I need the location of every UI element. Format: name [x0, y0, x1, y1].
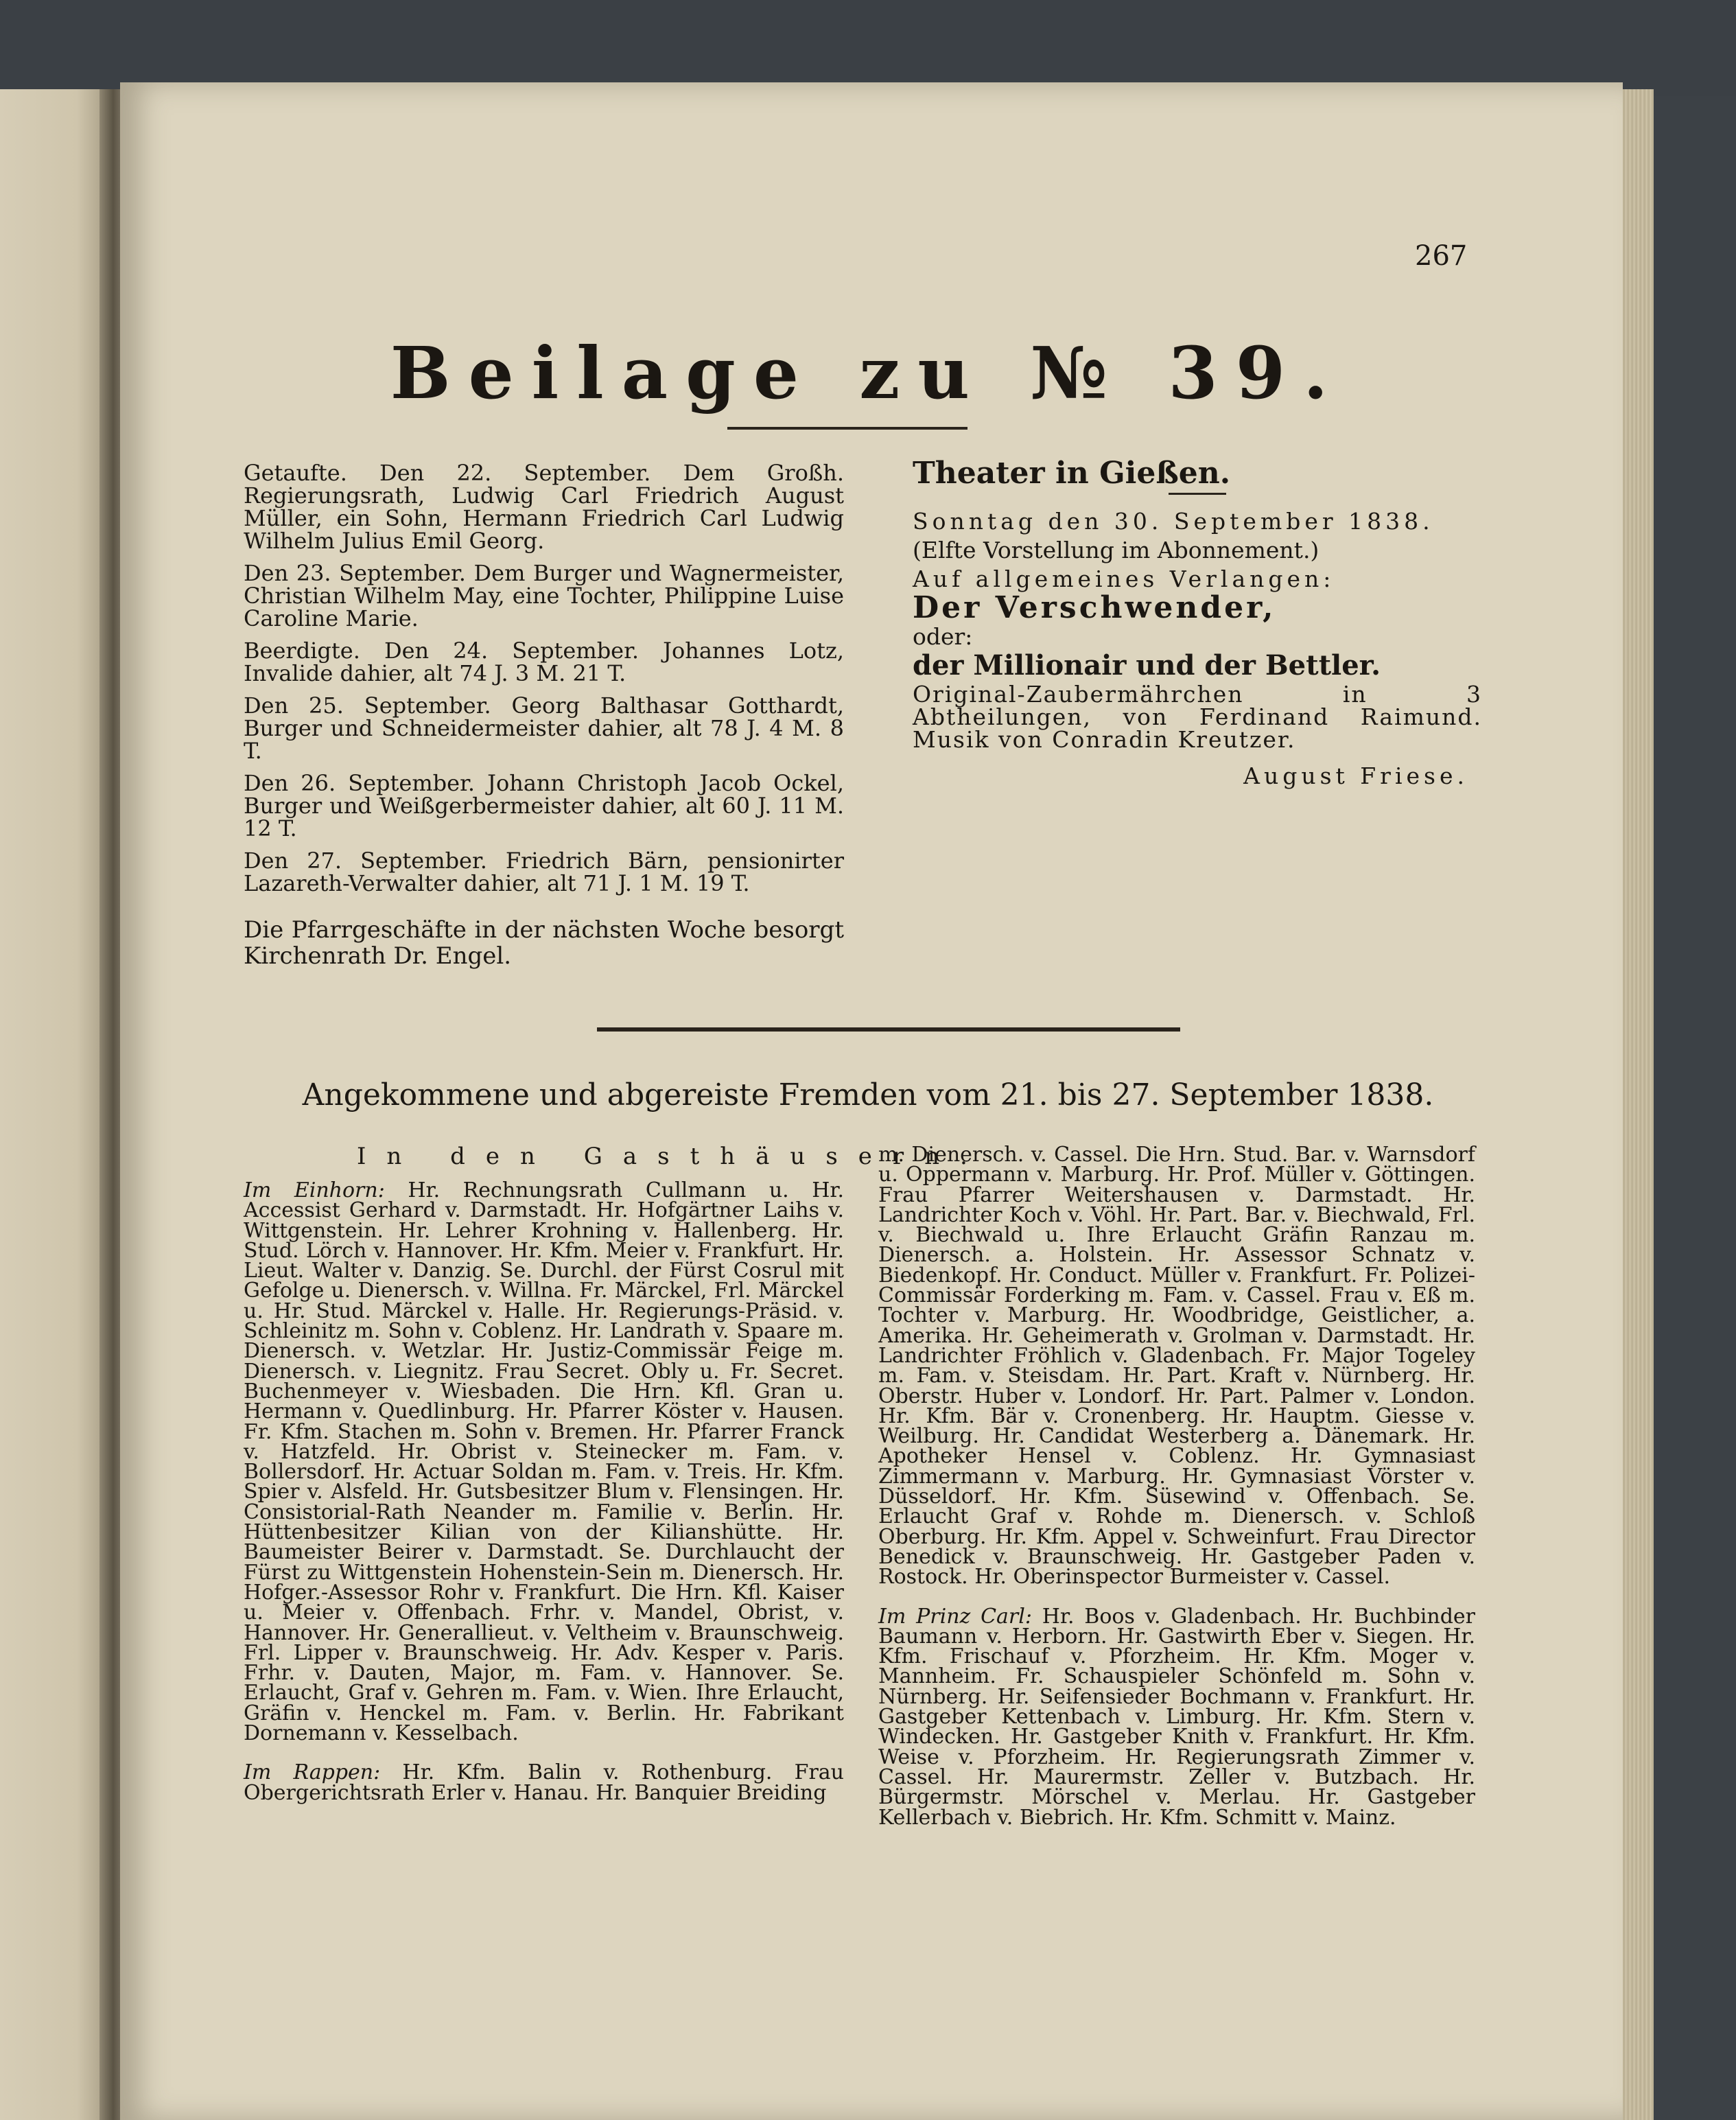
record-paragraph: Den 27. September. Friedrich Bärn, pensionirter Lazareth-Verwalter dahier, alt 71 J. 1 M. 19 T. — [244, 848, 844, 896]
record-paragraph: Beerdigte. Den 24. September. Johannes Lotz, Invalide dahier, alt 74 J. 3 M. 21 T. — [244, 638, 844, 686]
theater-date: Sonntag den 30. September 1838. — [913, 508, 1434, 535]
inns-heading: In den Gasthäusern. — [357, 1143, 988, 1170]
play-title: Der Verschwender, — [913, 590, 1276, 625]
record-paragraph: Den 23. September. Dem Burger und Wagnermeister, Christian Wilhelm May, eine Tochter, Philippine Luise Caroline Marie. — [244, 560, 844, 631]
page-title: Beilage zu № 39. — [390, 331, 1346, 415]
inn-guests: Hr. Kfm. Balin v. Rothenburg. Frau Obergerichtsrath Erler v. Hanau. Hr. Banquier Breiding — [244, 1760, 844, 1805]
inn-name: Im Prinz Carl: — [878, 1604, 1032, 1629]
inn-guests: Hr. Rechnungsrath Cullmann u. Hr. Accessist Gerhard v. Darmstadt. Hr. Hofgärtner Laihs v. Wittgenstein. Hr. Lehrer Krohning v. Hallenberg. Hr. Stud. Lörch v. Hannover. Hr. Kfm. Meier v. Frankfurt. Hr. Lieut. Walter v. Danzig. Se. Durchl. der Fürst Cosrul mit Gefolge u. Dienersch. v. Willna. Fr. Märckel, Frl. Märckel u. Hr. Stud. Märckel v. Halle. Hr. Regierungs-Präsid. v. Schleinitz m. Sohn v. Coblenz. Hr. Landrath v. Spaare m. Dienersch. v. Wetzlar. Hr. Justiz-Commissär Feige m. Dienersch. v. Liegnitz. Frau Secret. Obly u. Fr. Secret. Buchenmeyer v. Wiesbaden. Die Hrn. Kfl. Gran u. Hermann v. Quedlinburg. Hr. Pfarrer Köster v. Hausen. Fr. Kfm. Stachen m. Sohn v. Bremen. Hr. Pfarrer Franck v. Hatzfeld. Hr. Obrist v. Steinecker m. Fam. v. Bollersdorf. Hr. Actuar Soldan m. Fam. v. Treis. Hr. Kfm. Spier v. Alsfeld. Hr. Gutsbesitzer Blum v. Flensingen. Hr. Consistorial-Rath Neander m. Familie v. Berlin. Hr. Hüttenbesitzer Kilian von der Kilianshütte. Hr. Baumeister Beirer v. Darmstadt. Se. Durchlaucht der Fürst zu Wittgenstein Hohenstein-Sein m. Dienersch. Hr. Hofger.-Assessor Rohr v. Frankfurt. Die Hrn. Kfl. Kaiser u. Meier v. Offenbach. Frhr. v. Mandel, Obrist, v. Hannover. Hr. Generallieut. v. Veltheim v. Braunschweig. Frl. Lipper v. Braunschweig. Hr. Adv. Kesper v. Paris. Frhr. v. Dauten, Major, m. Fam. v. Hannover. Se. Erlaucht, Graf v. Gehren m. Fam. v. Wien. Ihre Erlaucht, Gräfin v. Henckel m. Fam. v. Berlin. Hr. Fabrikant Dornemann v. Kesselbach. — [244, 1178, 845, 1746]
record-paragraph: Getaufte. Den 22. September. Dem Großh. Regierungsrath, Ludwig Carl Friedrich August Müller, ein Sohn, Hermann Friedrich Carl Ludwig Wilhelm Julius Emil Georg. — [244, 460, 844, 554]
arrivals-left-column — [244, 1180, 844, 1803]
section-rule — [597, 1027, 1180, 1032]
inn-name: Im Rappen: — [244, 1760, 381, 1785]
inn-guests: m. Dienersch. v. Cassel. Die Hrn. Stud. Bar. v. Warnsdorf u. Oppermann v. Marburg. Hr. Prof. Müller v. Göttingen. Frau Pfarrer Weitershausen v. Darmstadt. Hr. Landrichter Koch v. Vöhl. Hr. Part. Bar. v. Biechwald, Frl. v. Biechwald u. Ihre Erlaucht Gräfin Ranzau m. Dienersch. a. Holstein. Hr. Assessor Schnatz v. Biedenkopf. Hr. Conduct. Müller v. Frankfurt. Fr. Polizei-Commissär Forderking m. Fam. v. Cassel. Frau v. Eß m. Tochter v. Marburg. Hr. Woodbridge, Geistlicher, a. Amerika. Hr. Geheimerath v. Grolman v. Darmstadt. Hr. Landrichter Fröhlich v. Gladenbach. Fr. Major Togeley m. Fam. v. Steisdam. Hr. Part. Kraft v. Nürnberg. Hr. Oberstr. Huber v. Londorf. Hr. Part. Palmer v. London. Hr. Kfm. Bär v. Cronenberg. Hr. Hauptm. Giesse v. Weilburg. Hr. Candidat Westerberg a. Dänemark. Hr. Apotheker Hensel v. Coblenz. Hr. Gymnasiast Zimmermann v. Marburg. Hr. Gymnasiast Vörster v. Düsseldorf. Hr. Kfm. Süsewind v. Offenbach. Se. Erlaucht Graf v. Rohde m. Dienersch. v. Schloß Oberburg. Hr. Kfm. Appel v. Schweinfurt. Frau Director Benedick v. Braunschweig. Hr. Gastgeber Paden v. Rostock. Hr. Oberinspector Burmeister v. Cassel. — [878, 1143, 1475, 1589]
inn-entry — [878, 1145, 1475, 1587]
title-rule — [727, 427, 967, 430]
theater-announcement — [913, 456, 1482, 793]
record-paragraph: Den 26. September. Johann Christoph Jacob Ockel, Burger und Weißgerbermeister dahier, alt 60 J. 11 M. 12 T. — [244, 770, 844, 841]
inn-entry — [244, 1762, 844, 1803]
page-number: 267 — [1415, 240, 1468, 272]
play-subtitle: der Millionair und der Bettler. — [913, 649, 1381, 682]
background-top — [0, 0, 1736, 96]
theater-request: Auf allgemeines Verlangen: — [913, 566, 1335, 592]
arrivals-right-column — [878, 1145, 1475, 1828]
play-oder: oder: — [913, 623, 973, 650]
inn-name: Im Einhorn: — [244, 1178, 385, 1202]
theater-rule — [1169, 493, 1226, 495]
inn-guests: Hr. Boos v. Gladenbach. Hr. Buchbinder Baumann v. Herborn. Hr. Gastwirth Eber v. Siegen. Hr. Kfm. Frischauf v. Pforzheim. Hr. Kfm. Moger v. Mannheim. Fr. Schauspieler Schönfeld m. Sohn v. Nürnberg. Hr. Seifensieder Bochmann v. Frankfurt. Hr. Gastgeber Kettenbach v. Limburg. Hr. Kfm. Stern v. Windecken. Hr. Gastgeber Knith v. Frankfurt. Hr. Kfm. Weise v. Pforzheim. Hr. Regierungsrath Zimmer v. Cassel. Hr. Maurermstr. Zeller v. Butzbach. Hr. Bürgermstr. Mörschel v. Merlau. Hr. Gastgeber Kellerbach v. Biebrich. Hr. Kfm. Schmitt v. Mainz. — [878, 1604, 1475, 1830]
inn-entry — [878, 1604, 1475, 1830]
church-records-column — [244, 462, 844, 905]
play-description: Original-Zaubermährchen in 3 Abtheilungen, von Ferdinand Raimund. Musik von Conradin Kreutzer. — [913, 681, 1482, 753]
record-paragraph: Den 25. September. Georg Balthasar Gotthardt, Burger und Schneidermeister dahier, alt 78 J. 4 M. 8 T. — [244, 692, 844, 764]
inn-entry — [244, 1178, 845, 1746]
theater-signature: August Friese. — [1243, 762, 1468, 789]
foreigners-heading: Angekommene und abgereiste Fremden vom 21. bis 27. September 1838. — [302, 1078, 1434, 1113]
theater-performance: (Elfte Vorstellung im Abonnement.) — [913, 537, 1319, 563]
theater-heading: Theater in Gießen. — [913, 456, 1231, 491]
parish-notice: Die Pfarrgeschäfte in der nächsten Woche besorgt Kirchenrath Dr. Engel. — [244, 916, 844, 970]
